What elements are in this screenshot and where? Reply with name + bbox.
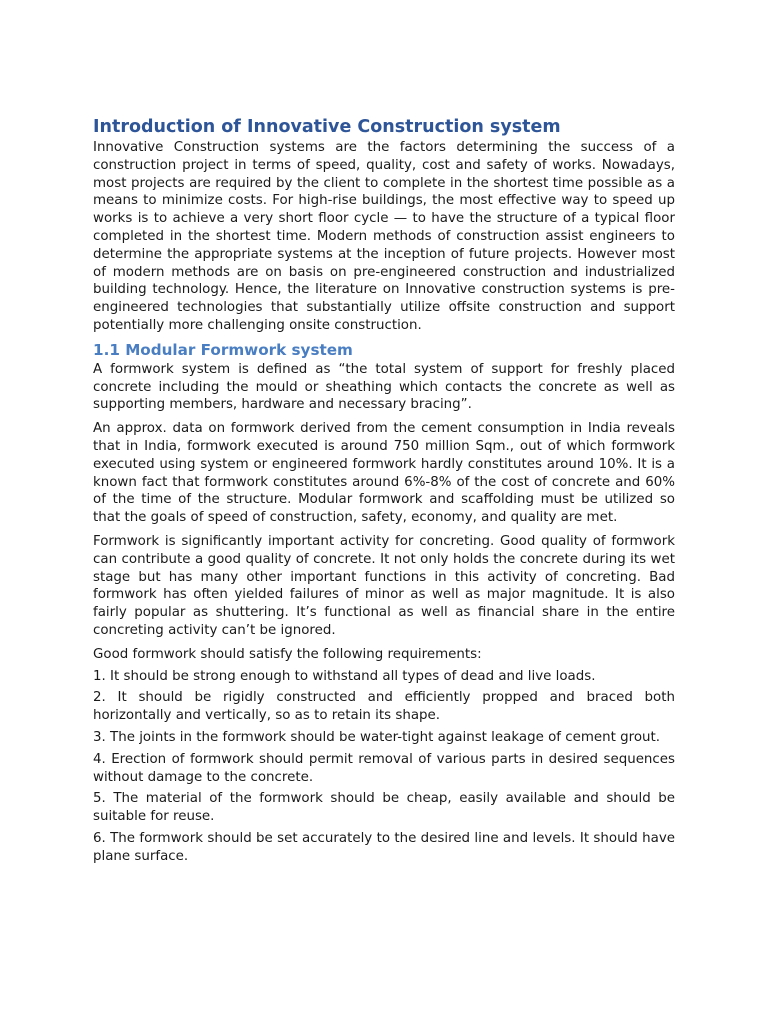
data-paragraph: An approx. data on formwork derived from the cement consumption in India reveals that in India, formwork executed is around 750 million Sqm., out of which formwork executed using system or engineered formwork hardly constitutes around 10%. It is a known fact that formwork constitutes around 6%-8% of the cost of concrete and 60% of the time of the structure. Modular formwork and scaffolding must be utilized so that the goals of speed of construction, safety, economy, and quality are met. xyxy=(93,421,675,526)
section-heading: 1.1 Modular Formwork system xyxy=(93,340,353,359)
requirement-item: 1. It should be strong enough to withstand all types of dead and live loads. xyxy=(93,668,596,684)
requirement-item: 4. Erection of formwork should permit removal of various parts in desired sequences without damage to the concrete. xyxy=(93,751,675,785)
requirement-item: 2. It should be rigidly constructed and efficiently propped and braced both horizontally and vertically, so as to retain its shape. xyxy=(93,690,675,724)
requirement-item: 6. The formwork should be set accurately to the desired line and levels. It should have plane surface. xyxy=(93,830,675,864)
requirement-item: 3. The joints in the formwork should be water-tight against leakage of cement grout. xyxy=(93,729,661,745)
requirements-intro: Good formwork should satisfy the following requirements: xyxy=(93,646,482,662)
document-title: Introduction of Innovative Construction system xyxy=(93,117,561,137)
importance-paragraph: Formwork is significantly important activity for concreting. Good quality of formwork can contribute a good quality of concrete. It not only holds the concrete during its wet stage but has many other important functions in this activity of concreting. Bad formwork has often yielded failures of minor as well as major magnitude. It is also fairly popular as shuttering. It’s functional as well as financial share in the entire concreting activity can’t be ignored. xyxy=(93,533,675,638)
definition-paragraph: A formwork system is defined as “the total system of support for freshly placed concrete including the mould or sheathing which contacts the concrete as well as supporting members, hardware and necessary bracing”. xyxy=(93,361,675,413)
intro-paragraph: Innovative Construction systems are the factors determining the success of a construction project in terms of speed, quality, cost and safety of works. Nowadays, most projects are required by the client to complete in the shortest time possible as a means to minimize costs. For high-rise buildings, the most effective way to speed up works is to achieve a very short floor cycle — to have the structure of a typical floor completed in the shortest time. Modern methods of construction assist engineers to determine the appropriate systems at the inception of future projects. However most of modern methods are on basis on pre-engineered construction and industrialized building technology. Hence, the literature on Innovative construction systems is pre-engineered technologies that substantially utilize offsite construction and support potentially more challenging onsite construction. xyxy=(93,140,675,333)
requirement-item: 5. The material of the formwork should be cheap, easily available and should be suitable for reuse. xyxy=(93,791,675,825)
